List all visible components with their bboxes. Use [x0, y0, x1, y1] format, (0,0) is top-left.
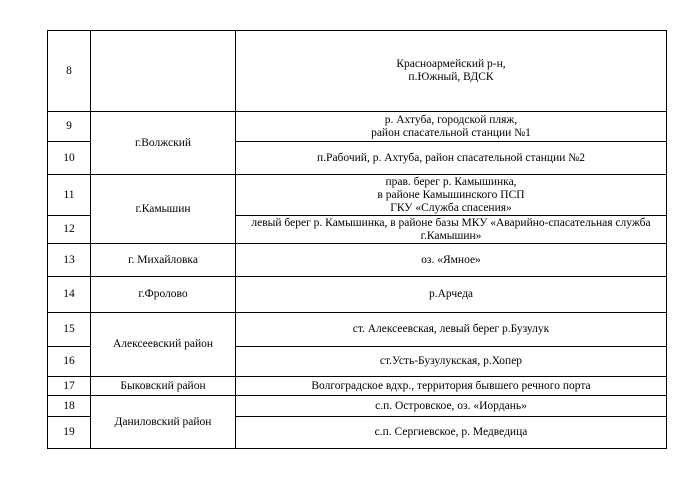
- row-number: 12: [48, 216, 91, 244]
- row-number: 18: [48, 396, 91, 417]
- place-cell: [91, 31, 236, 112]
- table-row: [48, 31, 667, 112]
- row-number: 16: [48, 347, 91, 377]
- location-cell: оз. «Ямное»: [236, 244, 667, 277]
- row-number: 10: [48, 142, 91, 175]
- location-cell: Красноармейский р-н, п.Южный, ВДСК: [236, 31, 667, 112]
- place-cell: г.Фролово: [91, 277, 236, 313]
- location-cell: п.Рабочий, р. Ахтуба, район спасательной станции №2: [236, 142, 667, 175]
- location-cell: левый берег р. Камышинка, в районе базы МКУ «Аварийно-спасательная служба г.Камышин»: [236, 216, 667, 244]
- table-row: [48, 175, 667, 216]
- table-row: [48, 112, 667, 142]
- place-cell: г.Камышин: [91, 175, 236, 244]
- location-cell: Волгоградское вдхр., территория бывшего речного порта: [236, 377, 667, 396]
- place-cell: Алексеевский район: [91, 313, 236, 377]
- row-number: 14: [48, 277, 91, 313]
- row-number: 17: [48, 377, 91, 396]
- location-cell: ст.Усть-Бузулукская, р.Хопер: [236, 347, 667, 377]
- place-cell: Быковский район: [91, 377, 236, 396]
- row-number: 13: [48, 244, 91, 277]
- location-cell: р. Ахтуба, городской пляж, район спасательной станции №1: [236, 112, 667, 142]
- row-number: 19: [48, 417, 91, 449]
- place-cell: г. Михайловка: [91, 244, 236, 277]
- place-cell: Даниловский район: [91, 396, 236, 449]
- table-row: [48, 277, 667, 313]
- table-row: [48, 313, 667, 347]
- location-cell: с.п. Сергиевское, р. Медведица: [236, 417, 667, 449]
- table-row: [48, 244, 667, 277]
- location-cell: р.Арчеда: [236, 277, 667, 313]
- locations-table: [47, 30, 667, 449]
- row-number: 9: [48, 112, 91, 142]
- table-row: [48, 396, 667, 417]
- location-cell: с.п. Островское, оз. «Иордань»: [236, 396, 667, 417]
- row-number: 8: [48, 31, 91, 112]
- location-cell: ст. Алексеевская, левый берег р.Бузулук: [236, 313, 667, 347]
- row-number: 15: [48, 313, 91, 347]
- place-cell: г.Волжский: [91, 112, 236, 175]
- row-number: 11: [48, 175, 91, 216]
- location-cell: прав. берег р. Камышинка, в районе Камышинского ПСП ГКУ «Служба спасения»: [236, 175, 667, 216]
- table-row: [48, 377, 667, 396]
